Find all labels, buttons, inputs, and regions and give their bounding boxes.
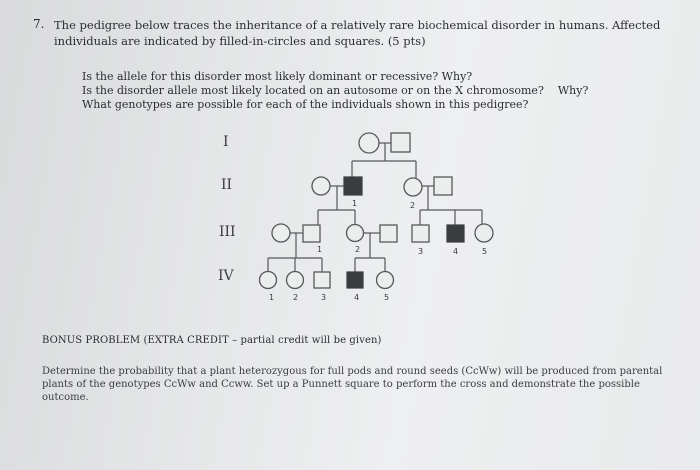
gen3-female-5 bbox=[475, 224, 493, 242]
gen3-male-spouse bbox=[380, 225, 397, 242]
gen3-label-4: 4 bbox=[453, 247, 459, 256]
generation-label-4: IV bbox=[218, 268, 234, 284]
question-intro-line-1: The pedigree below traces the inheritance of a relatively rare biochemical disorder in humans. Affected bbox=[54, 18, 661, 32]
gen4-male-4-affected bbox=[347, 272, 363, 288]
question-intro-line-2: individuals are indicated by filled-in-circles and squares. (5 pts) bbox=[54, 34, 426, 48]
gen3-label-3: 3 bbox=[418, 247, 424, 256]
gen3-female-2 bbox=[347, 225, 364, 242]
gen3-male-1 bbox=[303, 225, 320, 242]
sub-question-2-text: Is the disorder allele most likely located on an autosome or on the X chromosome? bbox=[82, 84, 544, 97]
bonus-line-3: outcome. bbox=[42, 392, 89, 403]
gen4-male-3 bbox=[314, 272, 330, 288]
bonus-line-1: Determine the probability that a plant heterozygous for full pods and round seeds (CcWw) will be produced from parental bbox=[42, 366, 663, 377]
bonus-title: BONUS PROBLEM (EXTRA CREDIT – partial credit will be given) bbox=[42, 335, 382, 346]
gen2-label-1: 1 bbox=[352, 199, 358, 208]
sub-question-1: Is the allele for this disorder most likely dominant or recessive? Why? bbox=[82, 70, 473, 83]
gen1-male-unaffected bbox=[391, 133, 410, 152]
gen3-label-1: 1 bbox=[317, 245, 323, 254]
sub-question-3: What genotypes are possible for each of the individuals shown in this pedigree? bbox=[82, 98, 529, 111]
generation-label-1: I bbox=[223, 134, 229, 150]
gen4-female-2 bbox=[287, 272, 304, 289]
bonus-body bbox=[42, 365, 672, 404]
gen1-female-unaffected bbox=[359, 133, 379, 153]
gen4-label-4: 4 bbox=[354, 293, 360, 302]
gen2-male-affected bbox=[344, 177, 362, 195]
gen3-male-3 bbox=[412, 225, 429, 242]
question-number: 7. bbox=[33, 17, 45, 31]
gen3-male-4-affected bbox=[447, 225, 464, 242]
gen2-male-spouse bbox=[434, 177, 452, 195]
gen4-label-3: 3 bbox=[321, 293, 327, 302]
gen4-female-5 bbox=[377, 272, 394, 289]
sub-question-2-why: Why? bbox=[557, 84, 589, 97]
gen4-female-1 bbox=[260, 272, 277, 289]
gen3-female-spouse bbox=[272, 224, 290, 242]
gen2-female-spouse bbox=[312, 177, 330, 195]
bonus-line-2: plants of the genotypes CcWw and Ccww. Set up a Punnett square to perform the cross and demonstrate the possible bbox=[42, 379, 640, 390]
gen3-label-5: 5 bbox=[482, 247, 488, 256]
gen2-label-2: 2 bbox=[410, 201, 416, 210]
generation-label-3: III bbox=[219, 224, 236, 240]
generation-label-2: II bbox=[221, 177, 233, 193]
gen3-label-2: 2 bbox=[355, 245, 361, 254]
gen4-label-1: 1 bbox=[269, 293, 275, 302]
gen2-female bbox=[404, 178, 422, 196]
gen4-label-2: 2 bbox=[293, 293, 299, 302]
gen4-label-5: 5 bbox=[384, 293, 390, 302]
